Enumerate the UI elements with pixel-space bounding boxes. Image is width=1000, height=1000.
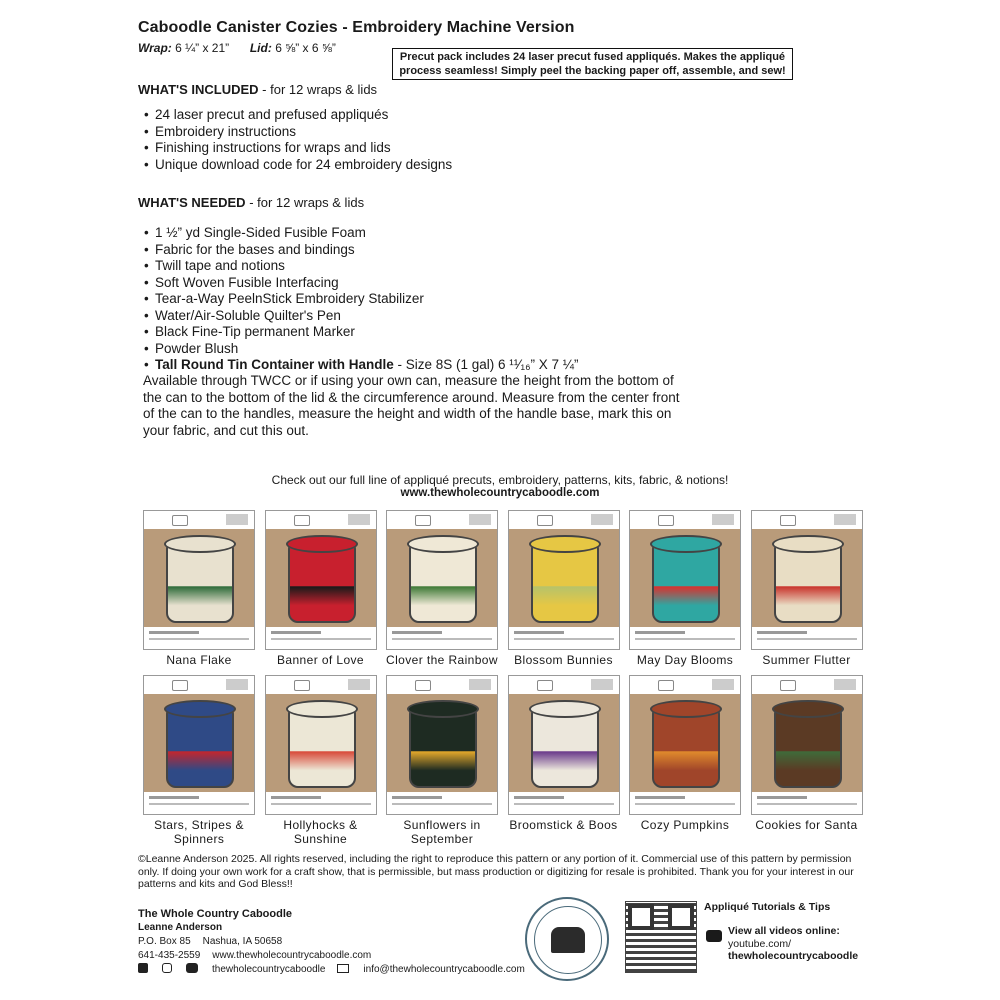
product-image[interactable] bbox=[629, 675, 741, 815]
product-name: Stars, Stripes & Spinners bbox=[154, 818, 244, 846]
product-image[interactable] bbox=[143, 675, 255, 815]
list-item: • Twill tape and notions bbox=[144, 258, 579, 275]
list-item: • Embroidery instructions bbox=[144, 124, 452, 141]
product-image[interactable] bbox=[265, 510, 377, 650]
promo-text: Check out our full line of appliqué precuts, embroidery, patterns, kits, fabric, & notions! bbox=[271, 473, 729, 487]
product-card[interactable] bbox=[748, 510, 866, 667]
product-image[interactable] bbox=[751, 510, 863, 650]
product-image[interactable] bbox=[386, 675, 498, 815]
product-card[interactable] bbox=[748, 675, 866, 832]
product-card[interactable] bbox=[505, 675, 623, 832]
wrap-size: 6 ¼” x 21” bbox=[175, 41, 230, 55]
contact-block bbox=[138, 907, 525, 977]
contact-email[interactable]: info@thewholecountrycaboodle.com bbox=[363, 964, 525, 975]
product-image[interactable] bbox=[386, 510, 498, 650]
list-item: • Finishing instructions for wraps and lids bbox=[144, 140, 452, 157]
product-name: Clover the Rainbow bbox=[386, 653, 498, 667]
product-card[interactable] bbox=[505, 510, 623, 667]
youtube-icon bbox=[706, 930, 722, 942]
product-image[interactable] bbox=[629, 510, 741, 650]
included-list bbox=[144, 107, 452, 173]
product-name: Cookies for Santa bbox=[755, 818, 858, 832]
address-row: P.O. Box 85 Nashua, IA 50658 bbox=[138, 936, 283, 947]
lid-size: 6 ⅝” x 6 ⅝” bbox=[275, 41, 336, 55]
product-card[interactable] bbox=[626, 510, 744, 667]
product-image[interactable] bbox=[265, 675, 377, 815]
page-title: Caboodle Canister Cozies - Embroidery Machine Version bbox=[138, 19, 575, 36]
product-card[interactable] bbox=[383, 675, 501, 846]
social-row bbox=[138, 963, 525, 977]
product-card[interactable] bbox=[262, 510, 380, 667]
product-name: Nana Flake bbox=[166, 653, 232, 667]
availability-note: Available through TWCC or if using your own can, measure the height from the bottom of the can to the bottom of the lid & the circumference around. Measure from the center front of the can to the handles, measure the height and width of the handle base, mark this on your fabric, and cut this out. bbox=[143, 373, 680, 438]
product-card[interactable] bbox=[140, 510, 258, 667]
copyright-notice: ©Leanne Anderson 2025. All rights reserved, including the right to reproduce this pattern or any portion of it. Commercial use of this pattern by permission only. If doing your own work for a craft show, that is permissible, but mass production or digitizing for resale is prohibited. Thank you for your interest in our patterns and kits and God Bless!! bbox=[138, 853, 854, 890]
needed-list bbox=[144, 225, 579, 374]
needed-heading: WHAT'S NEEDED - for 12 wraps & lids bbox=[138, 195, 365, 210]
list-item: • Tear-a-Way PeelnStick Embroidery Stabilizer bbox=[144, 291, 579, 308]
phone-row bbox=[138, 949, 525, 963]
product-card[interactable] bbox=[383, 510, 501, 667]
lid-label: Lid: bbox=[249, 41, 272, 55]
product-name: Broomstick & Boos bbox=[509, 818, 618, 832]
company-seal-logo bbox=[525, 897, 609, 981]
person-name: Leanne Anderson bbox=[138, 922, 223, 933]
tin-item: • Tall Round Tin Container with Handle - Size 8S (1 gal) 6 ¹¹⁄₁₆” X 7 ¼” bbox=[144, 357, 579, 374]
youtube-channel[interactable]: thewholecountrycaboodle bbox=[728, 950, 859, 962]
product-name: Sunflowers in September bbox=[403, 818, 481, 846]
product-card[interactable] bbox=[626, 675, 744, 832]
list-item: • Water/Air-Soluble Quilter's Pen bbox=[144, 308, 579, 325]
product-image[interactable] bbox=[143, 510, 255, 650]
product-image[interactable] bbox=[508, 510, 620, 650]
included-heading: WHAT'S INCLUDED - for 12 wraps & lids bbox=[138, 82, 378, 97]
list-item: • Fabric for the bases and bindings bbox=[144, 242, 579, 259]
product-card[interactable] bbox=[262, 675, 380, 846]
video-links: View all videos online: youtube.com/ thewholecountrycaboodle bbox=[706, 925, 858, 963]
list-item: • 24 laser precut and prefused appliqués bbox=[144, 107, 452, 124]
contact-website[interactable]: www.thewholecountrycaboodle.com bbox=[212, 950, 372, 961]
product-name: Blossom Bunnies bbox=[514, 653, 613, 667]
facebook-icon[interactable] bbox=[138, 963, 148, 973]
product-name: May Day Blooms bbox=[636, 653, 734, 667]
list-item: • Soft Woven Fusible Interfacing bbox=[144, 275, 579, 292]
product-card[interactable] bbox=[140, 675, 258, 846]
company-name: The Whole Country Caboodle bbox=[138, 908, 292, 920]
product-name: Banner of Love bbox=[277, 653, 364, 667]
qr-code[interactable] bbox=[625, 901, 697, 973]
precut-note: Precut pack includes 24 laser precut fused appliqués. Makes the appliqué process seamless! Simply peel the backing paper off, assemble, and sew! bbox=[392, 48, 793, 80]
product-image[interactable] bbox=[508, 675, 620, 815]
product-name: Hollyhocks & Sunshine bbox=[283, 818, 358, 846]
phone-number: 641-435-2559 bbox=[138, 950, 201, 961]
sewing-machine-icon bbox=[551, 927, 585, 953]
social-handle[interactable]: thewholecountrycaboodle bbox=[212, 964, 326, 975]
tutorials-heading: Appliqué Tutorials & Tips bbox=[704, 901, 831, 913]
instagram-icon[interactable] bbox=[162, 963, 172, 973]
wrap-label: Wrap: bbox=[138, 41, 172, 55]
size-specs bbox=[138, 41, 336, 55]
list-item: • 1 ½” yd Single-Sided Fusible Foam bbox=[144, 225, 579, 242]
product-name: Summer Flutter bbox=[762, 653, 851, 667]
product-name: Cozy Pumpkins bbox=[640, 818, 730, 832]
list-item: • Unique download code for 24 embroidery designs bbox=[144, 157, 452, 174]
list-item: • Black Fine-Tip permanent Marker bbox=[144, 324, 579, 341]
youtube-link[interactable]: youtube.com/ bbox=[728, 937, 792, 950]
product-image[interactable] bbox=[751, 675, 863, 815]
youtube-icon[interactable] bbox=[186, 963, 198, 973]
mail-icon bbox=[337, 964, 349, 973]
website-link[interactable]: www.thewholecountrycaboodle.com bbox=[400, 487, 600, 499]
list-item: • Powder Blush bbox=[144, 341, 579, 358]
